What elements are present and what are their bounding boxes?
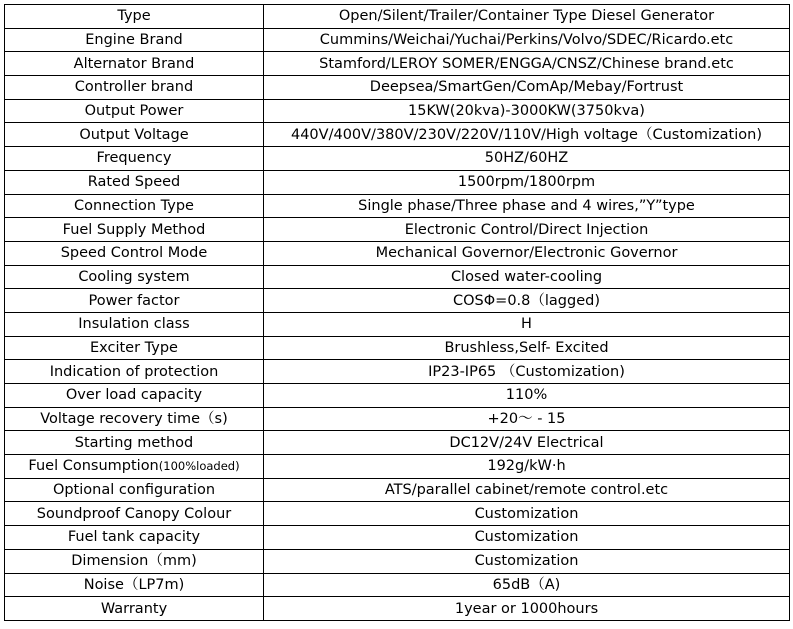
table-row — [5, 241, 790, 265]
row-value: Customization — [264, 549, 790, 573]
row-value: Single phase/Three phase and 4 wires,”Y”type — [264, 194, 790, 218]
row-label: Type — [5, 5, 264, 29]
row-value: 192g/kW·h — [264, 455, 790, 479]
row-value: 1500rpm/1800rpm — [264, 170, 790, 194]
table-row — [5, 478, 790, 502]
row-value: COSΦ=0.8（lagged) — [264, 289, 790, 313]
row-value: DC12V/24V Electrical — [264, 431, 790, 455]
table-row — [5, 455, 790, 479]
table-row — [5, 123, 790, 147]
row-value: ATS/parallel cabinet/remote control.etc — [264, 478, 790, 502]
row-label: Output Power — [5, 99, 264, 123]
row-label: Optional configuration — [5, 478, 264, 502]
row-value: Deepsea/SmartGen/ComAp/Mebay/Fortrust — [264, 76, 790, 100]
row-label: Speed Control Mode — [5, 241, 264, 265]
row-label: Connection Type — [5, 194, 264, 218]
spec-table — [4, 4, 790, 621]
table-row — [5, 384, 790, 408]
table-row — [5, 336, 790, 360]
table-row — [5, 360, 790, 384]
row-value: 50HZ/60HZ — [264, 147, 790, 171]
row-label: Soundproof Canopy Colour — [5, 502, 264, 526]
row-value: Electronic Control/Direct Injection — [264, 218, 790, 242]
row-value: Customization — [264, 526, 790, 550]
row-label-note: (100%loaded) — [158, 459, 240, 474]
table-row — [5, 597, 790, 621]
row-value: Brushless,Self- Excited — [264, 336, 790, 360]
table-row — [5, 194, 790, 218]
row-label: Fuel Supply Method — [5, 218, 264, 242]
table-row — [5, 76, 790, 100]
row-value: H — [264, 312, 790, 336]
table-row — [5, 265, 790, 289]
row-label: Voltage recovery time（s) — [5, 407, 264, 431]
row-label: Indication of protection — [5, 360, 264, 384]
table-row — [5, 170, 790, 194]
row-label: Exciter Type — [5, 336, 264, 360]
table-row — [5, 502, 790, 526]
table-row — [5, 218, 790, 242]
row-value: Closed water-cooling — [264, 265, 790, 289]
row-label: Engine Brand — [5, 28, 264, 52]
table-row — [5, 99, 790, 123]
row-label: Controller brand — [5, 76, 264, 100]
row-value: Mechanical Governor/Electronic Governor — [264, 241, 790, 265]
row-label: Power factor — [5, 289, 264, 313]
row-label: Output Voltage — [5, 123, 264, 147]
table-row — [5, 289, 790, 313]
row-label: Fuel tank capacity — [5, 526, 264, 550]
table-row — [5, 28, 790, 52]
table-row — [5, 549, 790, 573]
row-label: Fuel Consumption — [28, 458, 159, 475]
table-row — [5, 431, 790, 455]
row-label: Insulation class — [5, 312, 264, 336]
spec-table-body — [5, 5, 790, 621]
row-value: IP23-IP65 （Customization) — [264, 360, 790, 384]
table-row — [5, 5, 790, 29]
row-value: 15KW(20kva)-3000KW(3750kva) — [264, 99, 790, 123]
row-value: +20～ - 15 — [264, 407, 790, 431]
row-label: Warranty — [5, 597, 264, 621]
row-value: 1year or 1000hours — [264, 597, 790, 621]
row-label: Over load capacity — [5, 384, 264, 408]
row-label: Alternator Brand — [5, 52, 264, 76]
table-row — [5, 52, 790, 76]
table-row — [5, 526, 790, 550]
row-value: 110% — [264, 384, 790, 408]
table-row — [5, 407, 790, 431]
row-label: Frequency — [5, 147, 264, 171]
row-value: Cummins/Weichai/Yuchai/Perkins/Volvo/SDEC/Ricardo.etc — [264, 28, 790, 52]
row-label-cell — [5, 455, 264, 479]
row-label: Dimension（mm) — [5, 549, 264, 573]
table-row — [5, 312, 790, 336]
row-label: Noise（LP7m) — [5, 573, 264, 597]
row-label: Cooling system — [5, 265, 264, 289]
row-value: Customization — [264, 502, 790, 526]
row-value: Stamford/LEROY SOMER/ENGGA/CNSZ/Chinese brand.etc — [264, 52, 790, 76]
row-value: 65dB（A) — [264, 573, 790, 597]
table-row — [5, 573, 790, 597]
row-label: Starting method — [5, 431, 264, 455]
table-row — [5, 147, 790, 171]
row-label: Rated Speed — [5, 170, 264, 194]
row-value: 440V/400V/380V/230V/220V/110V/High voltage（Customization) — [264, 123, 790, 147]
row-value: Open/Silent/Trailer/Container Type Diesel Generator — [264, 5, 790, 29]
